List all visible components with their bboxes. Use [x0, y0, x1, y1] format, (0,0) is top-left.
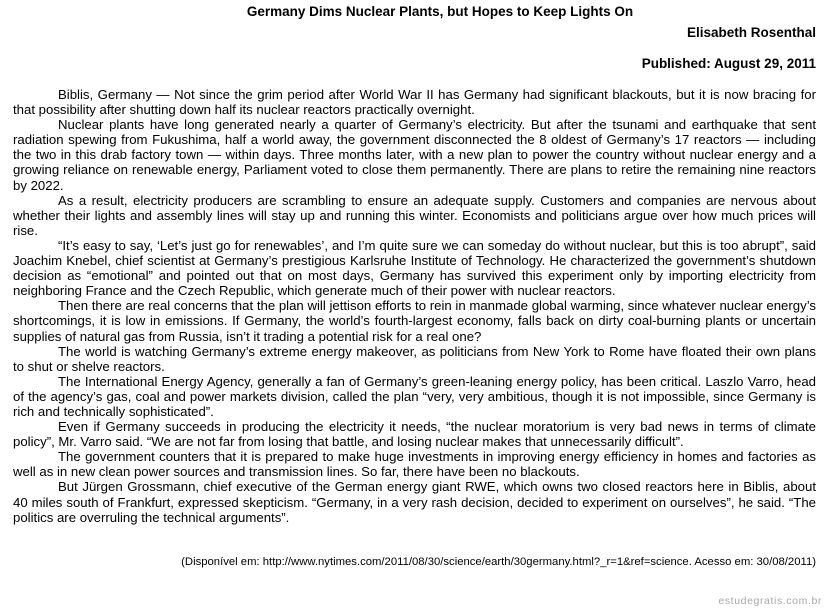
published-date: Published: August 29, 2011 — [641, 56, 816, 71]
paragraph-6: The world is watching Germany’s extreme energy makeover, as politicians from New York to Rome have floated their own plans to shut or shelve reactors. — [13, 343, 816, 374]
paragraph-8: Even if Germany succeeds in producing the electricity it needs, “the nuclear moratorium is very bad news in terms of climate policy”, Mr. Varro said. “We are not far from losing that battle, and losing nuclear makes that unnecessarily difficult”. — [13, 419, 816, 450]
article-body — [13, 87, 816, 525]
paragraph-7: The International Energy Agency, generally a fan of Germany’s green-leaning energy policy, has been critical. Laszlo Varro, head of the agency’s gas, coal and power markets division, called the plan “very, very ambitious, though it is not impossible, since Germany is rich and technically sophisticated”. — [13, 373, 816, 419]
paragraph-3: As a result, electricity producers are scrambling to ensure an adequate supply. Customers and companies are nervous about whether their lights and assembly lines will stay up and running this winter. Economists and politicians argue over how much prices will rise. — [13, 192, 816, 238]
paragraph-10: But Jürgen Grossmann, chief executive of the German energy giant RWE, which owns two closed reactors here in Biblis, about 40 miles south of Frankfurt, expressed skepticism. “Germany, in a very rash decision, decided to experiment on ourselves”, he said. “The politics are overruling the technical arguments”. — [13, 479, 816, 525]
site-watermark: estudegratis.com.br — [718, 595, 822, 607]
author-name: Elisabeth Rosenthal — [686, 25, 816, 40]
paragraph-4: “It’s easy to say, ‘Let’s just go for renewables’, and I’m quite sure we can someday do without nuclear, but this is too abrupt”, said Joachim Knebel, chief scientist at Germany’s prestigious Karlsruhe Institute of Technology. He characterized the government’s shutdown decision as “emotional” and pointed out that on most days, Germany has survived this experiment only by importing electricity from neighboring France and the Czech Republic, which generate much of their power with nuclear reactors. — [13, 237, 816, 299]
source-citation: (Disponível em: http://www.nytimes.com/2011/08/30/science/earth/30germany.html?_r=1&ref=science. Acesso em: 30/08/2011) — [181, 556, 816, 568]
paragraph-2: Nuclear plants have long generated nearly a quarter of Germany’s electricity. But after the tsunami and earthquake that sent radiation spewing from Fukushima, half a world away, the government disconnected the 8 oldest of Germany’s 17 reactors — including the two in this drab factory town — within days. Three months later, with a new plan to power the country without nuclear energy and a growing reliance on renewable energy, Parliament voted to close them permanently. There are plans to retire the remaining nine reactors by 2022. — [13, 117, 816, 193]
paragraph-5: Then there are real concerns that the plan will jettison efforts to rein in manmade global warming, since whatever nuclear energy’s shortcomings, it is low in emissions. If Germany, the world’s fourth-largest economy, falls back on dirty coal-burning plants or uncertain supplies of natural gas from Russia, isn’t it trading a potential risk for a real one? — [13, 298, 816, 344]
article-title: Germany Dims Nuclear Plants, but Hopes to Keep Lights On — [246, 4, 634, 19]
paragraph-1: Biblis, Germany — Not since the grim period after World War II has Germany had significant blackouts, but it is now bracing for that possibility after shutting down half its nuclear reactors practically overnight. — [13, 87, 816, 118]
paragraph-9: The government counters that it is prepared to make huge investments in improving energy efficiency in homes and factories as well as in new clean power sources and transmission lines. So far, there have been no blackouts. — [13, 449, 816, 480]
